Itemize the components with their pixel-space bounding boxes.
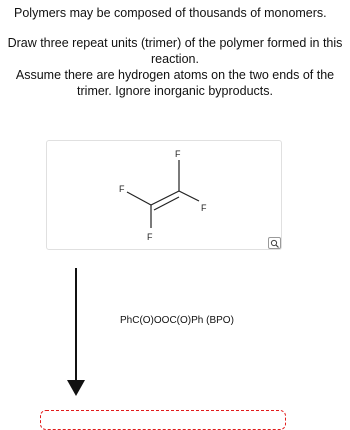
question-line-3: Assume there are hydrogen atoms on the two ends of the bbox=[15, 68, 335, 82]
intro-text: Polymers may be composed of thousands of monomers. bbox=[14, 6, 327, 20]
question-line-2: reaction. bbox=[151, 52, 199, 66]
answer-drawing-area[interactable] bbox=[40, 410, 286, 430]
atom-label-bottom: F bbox=[147, 232, 153, 242]
atom-label-top: F bbox=[175, 149, 181, 159]
magnifier-icon bbox=[270, 239, 280, 248]
tetrafluoroethylene-structure bbox=[47, 141, 283, 251]
down-arrow-icon bbox=[66, 268, 86, 398]
question-line-1: Draw three repeat units (trimer) of the polymer formed in this bbox=[7, 36, 343, 50]
cc-double-bond-line bbox=[154, 197, 179, 210]
atom-label-right: F bbox=[201, 203, 207, 213]
bond-left-f bbox=[127, 192, 151, 205]
bond-right-f bbox=[179, 191, 199, 201]
zoom-button[interactable] bbox=[268, 237, 281, 249]
reagent-label: PhC(O)OOC(O)Ph (BPO) bbox=[120, 315, 234, 326]
question-prompt bbox=[0, 35, 350, 99]
question-line-4: trimer. Ignore inorganic byproducts. bbox=[77, 84, 273, 98]
reactant-structure-panel[interactable] bbox=[46, 140, 282, 250]
atom-label-left: F bbox=[119, 184, 125, 194]
cc-bond-line bbox=[151, 191, 179, 205]
